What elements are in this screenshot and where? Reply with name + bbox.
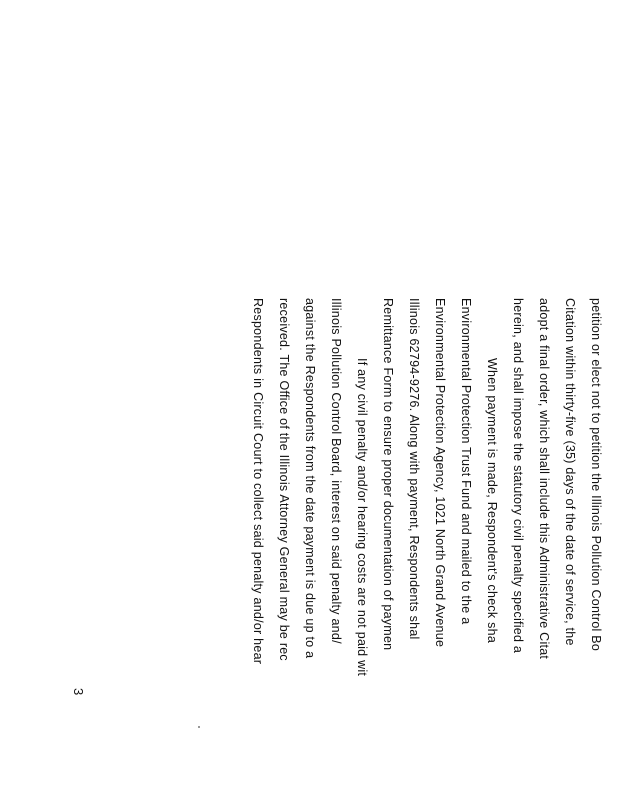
page-number: 3 (71, 688, 86, 696)
text-line: Respondents in Circuit Court to collect said penalty and/or hear (251, 298, 265, 665)
text-line: Environmental Protection Trust Fund and mailed to the a (459, 298, 473, 625)
text-line: When payment is made, Respondent's check sha (485, 358, 499, 644)
text-line: Illinois 62794-9276. Along with payment, Respondents shal (407, 298, 421, 640)
text-line: petition or elect not to petition the Illinois Pollution Control Bo (589, 298, 603, 652)
text-line: Environmental Protection Agency, 1021 North Grand Avenue (433, 298, 447, 648)
text-line: received. The Office of the Illinois Attorney General may be rec (277, 298, 291, 661)
text-line: Illinois Pollution Control Board, interest on said penalty and/ (329, 298, 343, 644)
scan-speck (198, 726, 200, 728)
text-line: If any civil penalty and/or hearing costs are not paid wit (355, 358, 369, 677)
text-line: Remittance Form to ensure proper documentation of paymen (381, 298, 395, 651)
text-line: Citation within thirty-five (35) days of the date of service, the (563, 298, 577, 646)
text-line: herein, and shall impose the statutory civil penalty specified a (511, 298, 525, 654)
text-line: against the Respondents from the date payment is due up to a (303, 298, 317, 659)
text-line: adopt a final order, which shall include this Administrative Citat (537, 298, 551, 660)
